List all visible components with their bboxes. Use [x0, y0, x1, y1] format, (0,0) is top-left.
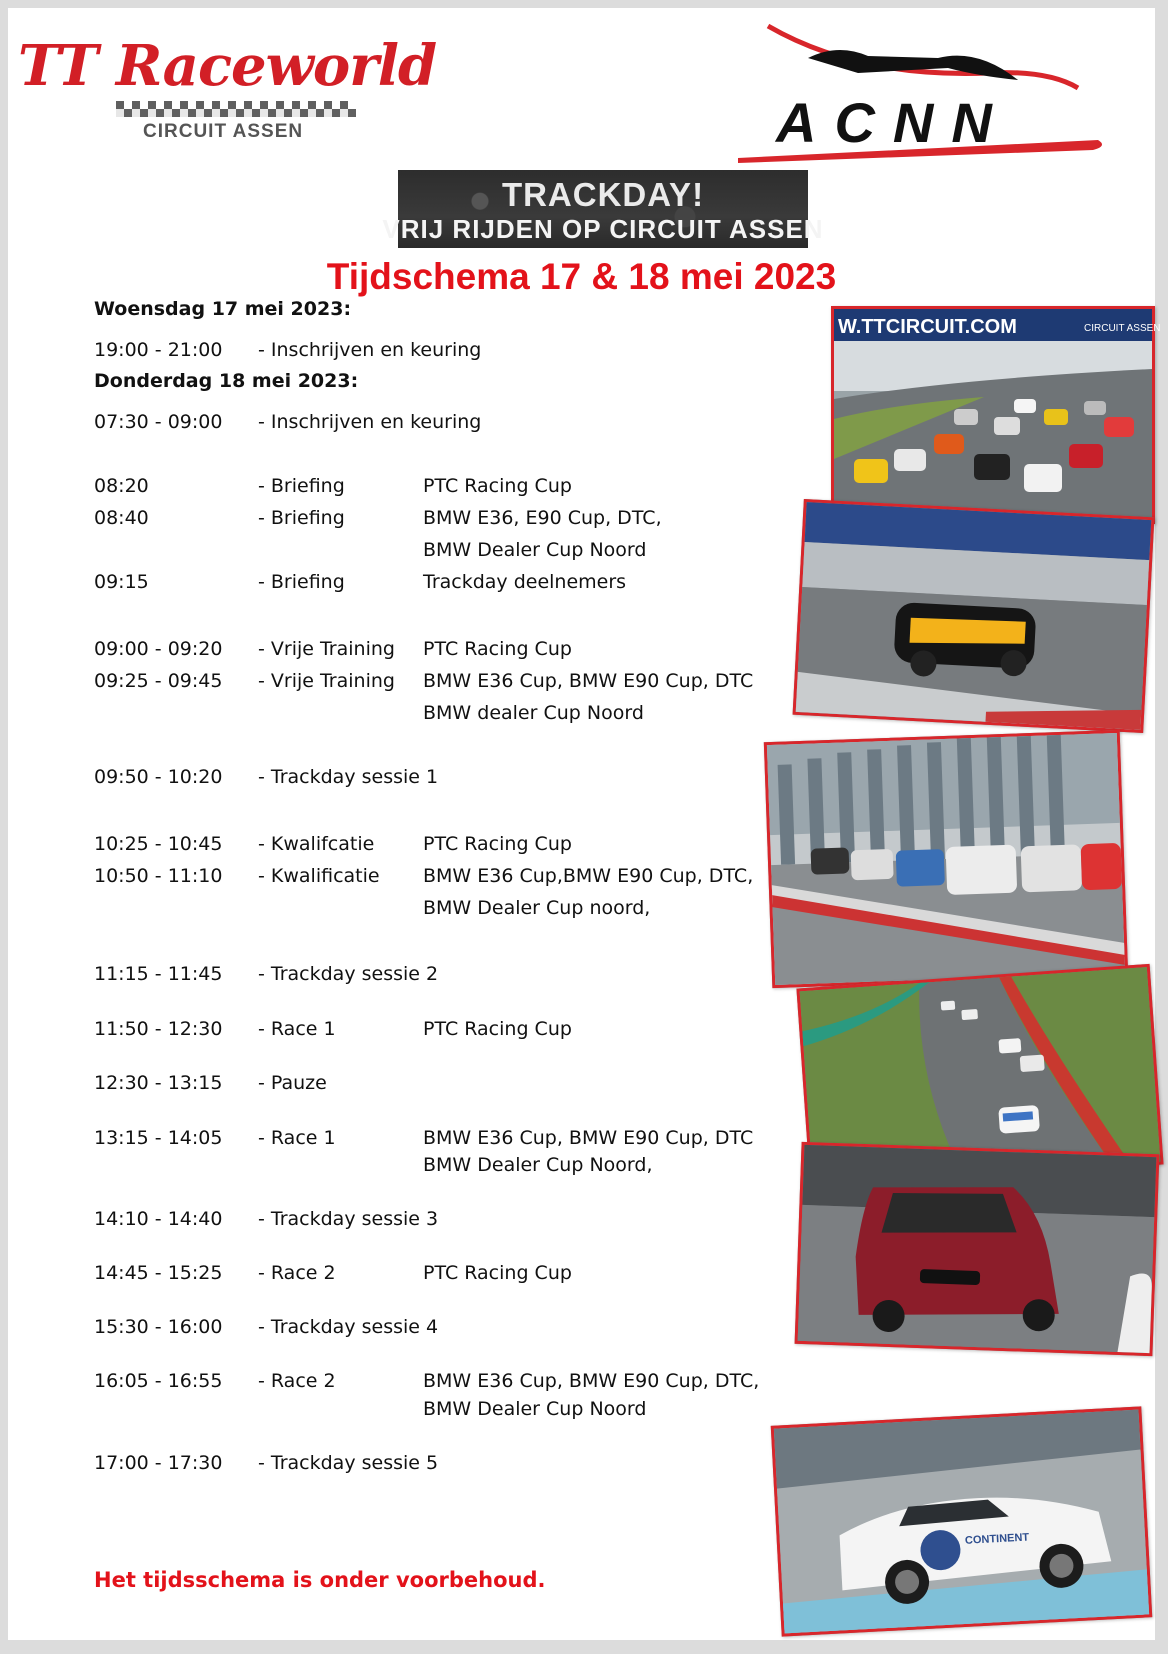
row-time: 17:00 - 17:30	[94, 1452, 223, 1474]
row-activity: - Trackday sessie 1	[258, 766, 439, 788]
row-time: 07:30 - 09:00	[94, 411, 223, 433]
pitlane-image	[767, 733, 1125, 985]
row-activity: - Race 2	[258, 1262, 336, 1284]
row-class-line2: BMW Dealer Cup Noord,	[423, 1154, 653, 1176]
row-time: 10:25 - 10:45	[94, 833, 223, 855]
acnn-wordmark: ACNN	[776, 91, 1010, 154]
row-class-line2: BMW Dealer Cup Noord	[423, 539, 647, 561]
row-activity: - Trackday sessie 2	[258, 963, 439, 985]
race-start-image	[834, 309, 1161, 521]
red-bmw-image	[798, 1145, 1157, 1353]
row-class: BMW E36 Cup, BMW E90 Cup, DTC	[423, 670, 754, 692]
row-activity: - Inschrijven en keuring	[258, 339, 482, 361]
row-time: 09:00 - 09:20	[94, 638, 223, 660]
row-time: 12:30 - 13:15	[94, 1072, 223, 1094]
row-class: BMW E36, E90 Cup, DTC,	[423, 507, 662, 529]
row-activity: - Race 1	[258, 1127, 336, 1149]
day-heading-thursday: Donderdag 18 mei 2023:	[94, 370, 359, 392]
row-activity: - Kwalifcatie	[258, 833, 375, 855]
row-activity: - Pauze	[258, 1072, 327, 1094]
photo-pitlane	[764, 730, 1128, 988]
row-time: 15:30 - 16:00	[94, 1316, 223, 1338]
yellow-car-image	[796, 502, 1152, 730]
circuit-logo-text: CIRCUIT ASSEN	[1084, 323, 1161, 334]
row-activity: - Trackday sessie 5	[258, 1452, 439, 1474]
row-class-line2: BMW Dealer Cup Noord	[423, 1398, 647, 1420]
white-bmw-image	[774, 1410, 1149, 1634]
row-time: 11:15 - 11:45	[94, 963, 223, 985]
row-class: BMW E36 Cup, BMW E90 Cup, DTC	[423, 1127, 754, 1149]
photo-bmw-red	[795, 1142, 1160, 1356]
row-activity: - Race 1	[258, 1018, 336, 1040]
row-time: 09:25 - 09:45	[94, 670, 223, 692]
checkered-flag-stripe-2	[116, 109, 356, 117]
row-class: BMW E36 Cup, BMW E90 Cup, DTC,	[423, 1370, 760, 1392]
row-time: 14:10 - 14:40	[94, 1208, 223, 1230]
car-sponsor-text: CONTINENT	[964, 1531, 1030, 1547]
row-class: Trackday deelnemers	[423, 571, 627, 593]
row-class-line2: BMW Dealer Cup noord,	[423, 897, 651, 919]
photo-bmw-white	[771, 1406, 1153, 1636]
row-class: PTC Racing Cup	[423, 638, 572, 660]
row-activity: - Trackday sessie 3	[258, 1208, 439, 1230]
row-activity: - Vrije Training	[258, 638, 395, 660]
row-time: 09:50 - 10:20	[94, 766, 223, 788]
trackday-banner	[382, 170, 824, 248]
row-class: PTC Racing Cup	[423, 1262, 572, 1284]
circuit-assen-label: CIRCUIT ASSEN	[143, 121, 304, 142]
row-class: BMW E36 Cup,BMW E90 Cup, DTC,	[423, 865, 754, 887]
circuit-banner-text: W.TTCIRCUIT.COM	[838, 316, 1017, 338]
photo-grid-start	[831, 306, 1161, 524]
row-activity: - Kwalificatie	[258, 865, 380, 887]
poster	[8, 8, 1161, 1640]
row-activity: - Vrije Training	[258, 670, 395, 692]
row-time: 10:50 - 11:10	[94, 865, 223, 887]
row-time: 11:50 - 12:30	[94, 1018, 223, 1040]
row-time: 08:40	[94, 507, 149, 529]
disclaimer: Het tijdsschema is onder voorbehoud.	[94, 1568, 546, 1592]
tt-raceworld-logo	[18, 33, 448, 148]
tt-raceworld-name: TT Raceworld	[18, 33, 437, 99]
row-time: 08:20	[94, 475, 149, 497]
row-time: 13:15 - 14:05	[94, 1127, 223, 1149]
row-activity: - Race 2	[258, 1370, 336, 1392]
row-class: PTC Racing Cup	[423, 475, 572, 497]
acnn-logo	[748, 18, 1168, 168]
row-class: PTC Racing Cup	[423, 1018, 572, 1040]
row-activity: - Briefing	[258, 475, 345, 497]
row-activity: - Trackday sessie 4	[258, 1316, 439, 1338]
row-class-line2: BMW dealer Cup Noord	[423, 702, 644, 724]
row-activity: - Inschrijven en keuring	[258, 411, 482, 433]
row-time: 09:15	[94, 571, 149, 593]
trackday-banner-subtitle: VRIJ RIJDEN OP CIRCUIT ASSEN	[382, 214, 824, 244]
row-time: 14:45 - 15:25	[94, 1262, 223, 1284]
row-time: 19:00 - 21:00	[94, 339, 223, 361]
photo-clio-yellow	[793, 499, 1155, 733]
day-heading-wednesday: Woensdag 17 mei 2023:	[94, 298, 352, 320]
row-activity: - Briefing	[258, 507, 345, 529]
row-class: PTC Racing Cup	[423, 833, 572, 855]
row-activity: - Briefing	[258, 571, 345, 593]
schedule-title: Tijdschema 17 & 18 mei 2023	[326, 256, 837, 297]
row-time: 16:05 - 16:55	[94, 1370, 223, 1392]
trackday-banner-title: TRACKDAY!	[501, 176, 705, 213]
